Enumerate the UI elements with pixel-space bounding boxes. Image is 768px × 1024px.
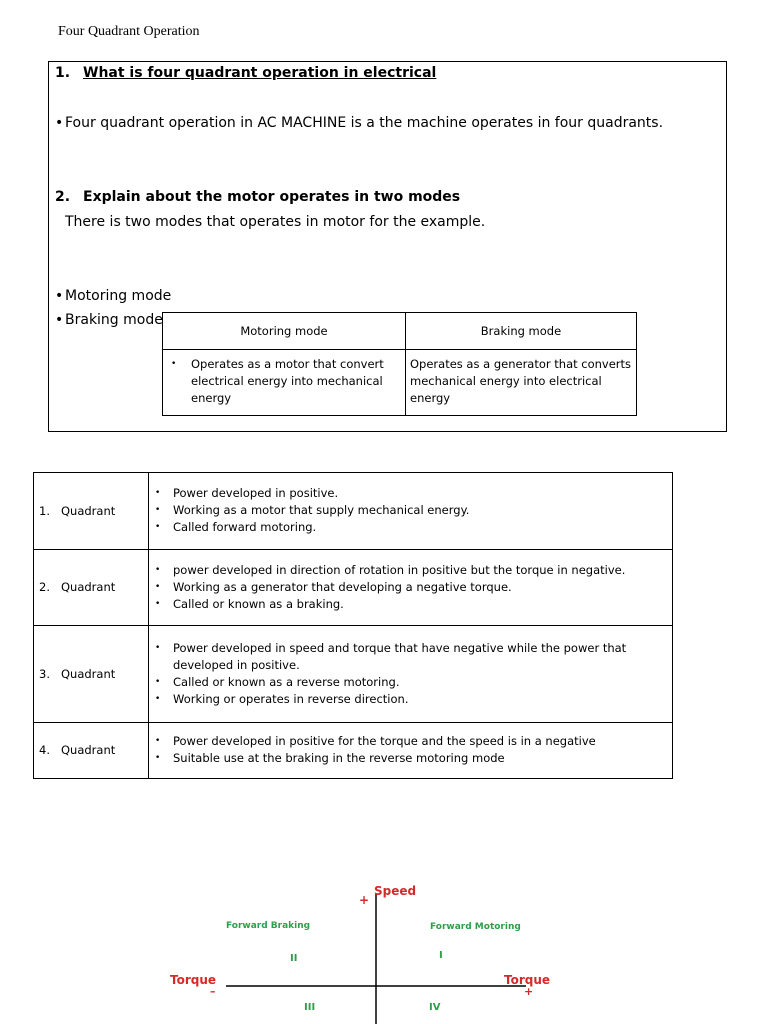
list-item — [167, 356, 401, 407]
quadrant-label-text: Quadrant — [61, 503, 116, 518]
quadrant-label-text: Quadrant — [61, 743, 116, 758]
list-item — [153, 691, 666, 708]
quadrant-number: 4. — [39, 743, 50, 758]
bullet-icon: • — [155, 642, 161, 653]
bullet-icon: • — [155, 581, 161, 592]
cell-text: Operates as a motor that convert electrical energy into mechanical energy — [191, 357, 384, 405]
diagram-axes — [160, 876, 580, 1024]
list-item-text: Working as a motor that supply mechanical energy. — [173, 503, 470, 518]
list-item-text: Working as a generator that developing a negative torque. — [173, 579, 512, 594]
list-item — [153, 640, 666, 674]
quadrant-number: 1. — [39, 503, 50, 518]
answer-2: There is two modes that operates in motor for the example. — [65, 214, 486, 230]
list-item — [153, 562, 666, 579]
bullet-icon: • — [155, 488, 161, 499]
list-item — [153, 579, 666, 596]
list-item — [153, 502, 666, 519]
quadrant-iii-label: III — [304, 1002, 316, 1013]
list-item — [153, 750, 666, 767]
bullet-icon: • — [171, 359, 177, 369]
bullet-icon: • — [155, 598, 161, 609]
table-row — [34, 722, 673, 778]
forward-motoring-label: Forward Motoring — [430, 922, 521, 932]
list-item-text: Working or operates in reverse direction. — [173, 691, 409, 706]
list-item-text: Suitable use at the braking in the reverse motoring mode — [173, 751, 505, 766]
speed-label: Speed — [374, 884, 417, 898]
quadrant-description — [149, 626, 673, 723]
modes-table — [162, 312, 637, 416]
torque-minus-sign: – — [210, 985, 216, 998]
table-row — [34, 473, 673, 550]
cell-text: Operates as a generator that converts mechanical energy into electrical energy — [410, 357, 632, 405]
bullet-icon: • — [155, 522, 161, 533]
bullet-icon: • — [155, 753, 161, 764]
question-1-text: What is four quadrant operation in electrical — [83, 65, 437, 81]
table-header-row — [163, 313, 637, 350]
four-quadrant-diagram — [160, 876, 580, 1024]
bullet-icon: • — [55, 115, 64, 131]
quadrant-label-text: Quadrant — [61, 666, 116, 681]
list-item — [153, 485, 666, 502]
bullet-icon: • — [55, 312, 64, 328]
list-item — [55, 312, 163, 328]
cell-braking — [406, 350, 637, 416]
quadrant-label — [34, 626, 149, 723]
list-item-text: Power developed in positive for the torque and the speed is in a negative — [173, 734, 596, 749]
list-item-text: Braking mode — [65, 312, 163, 328]
bullet-icon: • — [155, 736, 161, 747]
torque-plus-sign: + — [524, 985, 534, 998]
bullet-icon: • — [155, 564, 161, 575]
list-item — [55, 288, 171, 304]
answer-1-text: Four quadrant operation in AC MACHINE is a the machine operates in four quadrants. — [65, 115, 664, 131]
list-item — [153, 519, 666, 536]
torque-left-label: Torque — [170, 973, 217, 987]
quadrant-number: 2. — [39, 580, 50, 595]
quadrant-i-label: I — [439, 950, 443, 961]
header-braking: Braking mode — [406, 313, 637, 350]
quadrant-description — [149, 549, 673, 626]
list-item — [153, 674, 666, 691]
question-1 — [55, 65, 436, 81]
quadrant-iv-label: IV — [429, 1002, 441, 1013]
list-item-text: Power developed in speed and torque that have negative while the power that developed in positive. — [173, 640, 627, 672]
forward-braking-label: Forward Braking — [226, 921, 311, 931]
cell-motoring — [163, 350, 406, 416]
list-item — [153, 596, 666, 613]
table-row — [34, 549, 673, 626]
quadrant-label — [34, 549, 149, 626]
torque-right-label: Torque — [504, 973, 551, 987]
table-row — [34, 626, 673, 723]
list-item — [153, 733, 666, 750]
question-2 — [55, 189, 460, 205]
quadrant-ii-label: II — [290, 953, 298, 964]
list-item-text: power developed in direction of rotation in positive but the torque in negative. — [173, 562, 626, 577]
quadrant-number: 3. — [39, 666, 50, 681]
question-2-text: Explain about the motor operates in two modes — [83, 189, 461, 205]
speed-plus-sign: + — [359, 893, 370, 907]
quadrant-label — [34, 473, 149, 550]
list-item-text: Called or known as a braking. — [173, 596, 344, 611]
page-title: Four Quadrant Operation — [58, 24, 200, 39]
question-1-number: 1. — [55, 65, 71, 81]
quadrant-label-text: Quadrant — [61, 580, 116, 595]
list-item-text: Called forward motoring. — [173, 520, 317, 535]
bullet-icon: • — [155, 693, 161, 704]
question-2-number: 2. — [55, 189, 71, 205]
header-motoring: Motoring mode — [163, 313, 406, 350]
list-item-text: Power developed in positive. — [173, 486, 339, 501]
list-item-text: Motoring mode — [65, 288, 172, 304]
bullet-icon: • — [55, 288, 64, 304]
bullet-icon: • — [155, 676, 161, 687]
answer-1 — [55, 115, 663, 131]
quadrant-description — [149, 722, 673, 778]
table-row — [163, 350, 637, 416]
bullet-icon: • — [155, 505, 161, 516]
quadrant-label — [34, 722, 149, 778]
quadrant-table — [33, 472, 673, 779]
list-item-text: Called or known as a reverse motoring. — [173, 674, 400, 689]
quadrant-description — [149, 473, 673, 550]
